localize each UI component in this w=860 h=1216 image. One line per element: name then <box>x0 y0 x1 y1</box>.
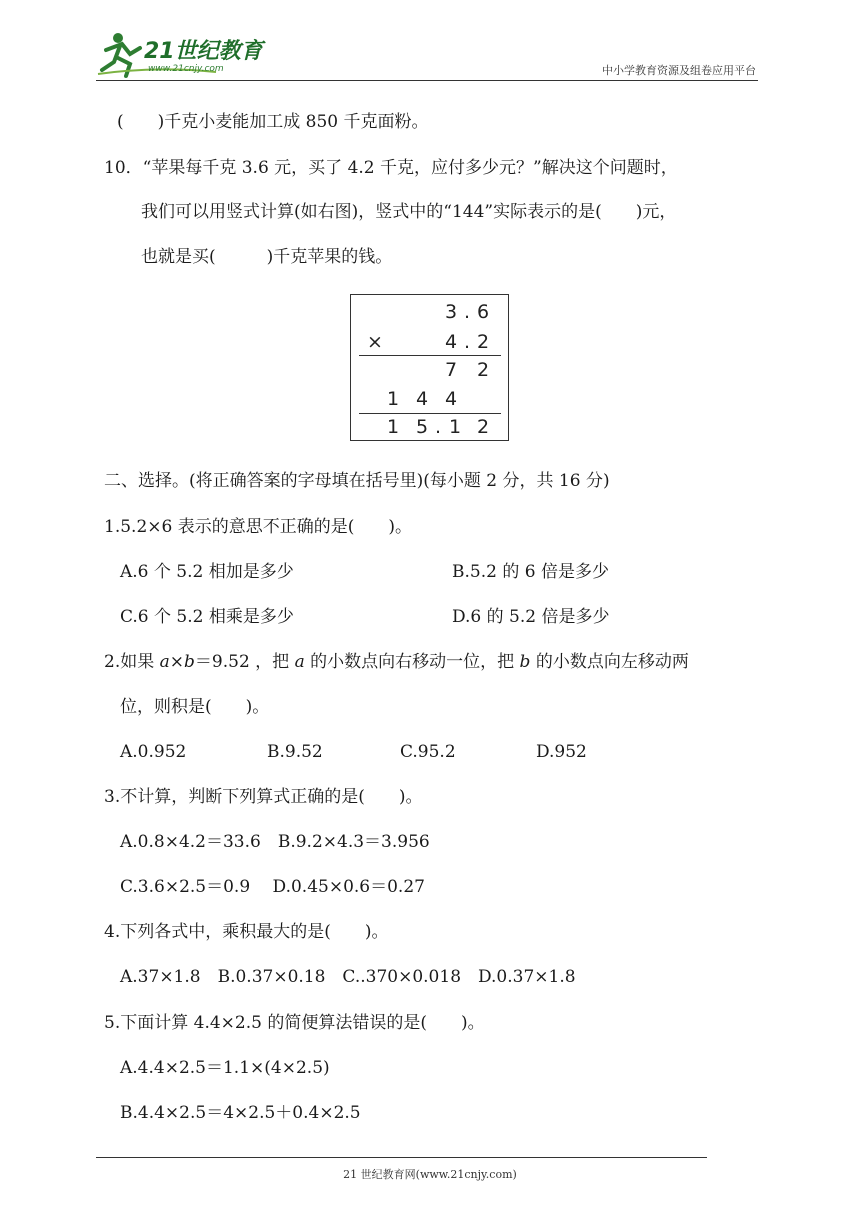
var-a: a <box>159 652 170 672</box>
text: 的小数点向右移动一位，把 <box>304 652 520 672</box>
choice-2-option-c: C.95.2 <box>400 742 456 762</box>
var-a: a <box>294 652 305 672</box>
var-b: b <box>519 652 531 672</box>
var-b: b <box>184 652 195 672</box>
calc-digit: 1 <box>448 416 462 438</box>
calc-rule <box>359 413 501 414</box>
logo-text: 21世纪教育 <box>144 39 263 64</box>
choice-2-stem-line-1 <box>104 651 689 673</box>
question-10-line-1: 10．“苹果每千克 3.6 元，买了 4.2 千克，应付多少元？”解决这个问题时， <box>104 158 678 178</box>
calc-digit: . <box>463 331 471 353</box>
choice-1-option-d: D.6 的 5.2 倍是多少 <box>452 607 610 627</box>
calc-digit: 7 <box>444 359 458 381</box>
footer-text: 21 世纪教育网(www.21cnjy.com) <box>343 1168 517 1181</box>
calc-digit: 1 <box>386 416 400 438</box>
logo-subtext: www.21cnjy.com <box>148 64 224 74</box>
choice-1-stem: 1.5.2×6 表示的意思不正确的是( )。 <box>104 517 412 537</box>
header-divider <box>96 80 758 81</box>
vertical-multiplication-figure <box>350 294 509 441</box>
calc-rule <box>359 355 501 356</box>
choice-3-options-cd: C.3.6×2.5＝0.9 D.0.45×0.6＝0.27 <box>120 877 425 897</box>
choice-3-options-ab: A.0.8×4.2＝33.6 B.9.2×4.3＝3.956 <box>120 832 430 852</box>
choice-5-option-b: B.4.4×2.5＝4×2.5＋0.4×2.5 <box>120 1103 361 1123</box>
text: × <box>169 652 185 672</box>
choice-2-option-d: D.952 <box>536 742 587 762</box>
calc-digit: 4 <box>415 388 429 410</box>
choice-1-option-a: A.6 个 5.2 相加是多少 <box>120 562 294 582</box>
calc-digit: 2 <box>476 359 490 381</box>
calc-digit: . <box>434 416 442 438</box>
text: 2.如果 <box>104 652 160 672</box>
choice-1-option-c: C.6 个 5.2 相乘是多少 <box>120 607 294 627</box>
calc-digit: 4 <box>444 388 458 410</box>
choice-2-stem-line-2: 位，则积是( )。 <box>120 697 270 717</box>
question-10-line-3: 也就是买( )千克苹果的钱。 <box>141 247 393 267</box>
choice-2-option-a: A.0.952 <box>120 742 187 762</box>
calc-digit: 6 <box>476 301 490 323</box>
header-platform-text: 中小学教育资源及组卷应用平台 <box>602 64 756 77</box>
choice-2-option-b: B.9.52 <box>267 742 323 762</box>
question-9-tail: ( )千克小麦能加工成 850 千克面粉。 <box>117 112 429 132</box>
choice-3-stem: 3.不计算，判断下列算式正确的是( )。 <box>104 787 423 807</box>
section-2-heading: 二、选择。(将正确答案的字母填在括号里)(每小题 2 分，共 16 分) <box>104 471 610 491</box>
calc-digit: 5 <box>415 416 429 438</box>
choice-5-option-a: A.4.4×2.5＝1.1×(4×2.5) <box>120 1058 330 1078</box>
choice-5-stem: 5.下面计算 4.4×2.5 的简便算法错误的是( )。 <box>104 1013 485 1033</box>
calc-digit: 4 <box>444 331 458 353</box>
text: 的小数点向左移动两 <box>530 652 689 672</box>
footer-divider <box>96 1157 707 1158</box>
calc-digit: 2 <box>476 331 490 353</box>
choice-4-options: A.37×1.8 B.0.37×0.18 C..370×0.018 D.0.37×1.8 <box>120 967 576 987</box>
calc-times-sign: × <box>367 331 383 353</box>
calc-digit: 2 <box>476 416 490 438</box>
calc-digit: 3 <box>444 301 458 323</box>
text: ＝9.52 ，把 <box>194 652 295 672</box>
calc-digit: . <box>463 301 471 323</box>
calc-digit: 1 <box>386 388 400 410</box>
choice-4-stem: 4.下列各式中，乘积最大的是( )。 <box>104 922 389 942</box>
question-10-line-2: 我们可以用竖式计算(如右图)，竖式中的“144”实际表示的是( )元， <box>141 202 677 222</box>
page-header <box>0 0 860 90</box>
choice-1-option-b: B.5.2 的 6 倍是多少 <box>452 562 609 582</box>
